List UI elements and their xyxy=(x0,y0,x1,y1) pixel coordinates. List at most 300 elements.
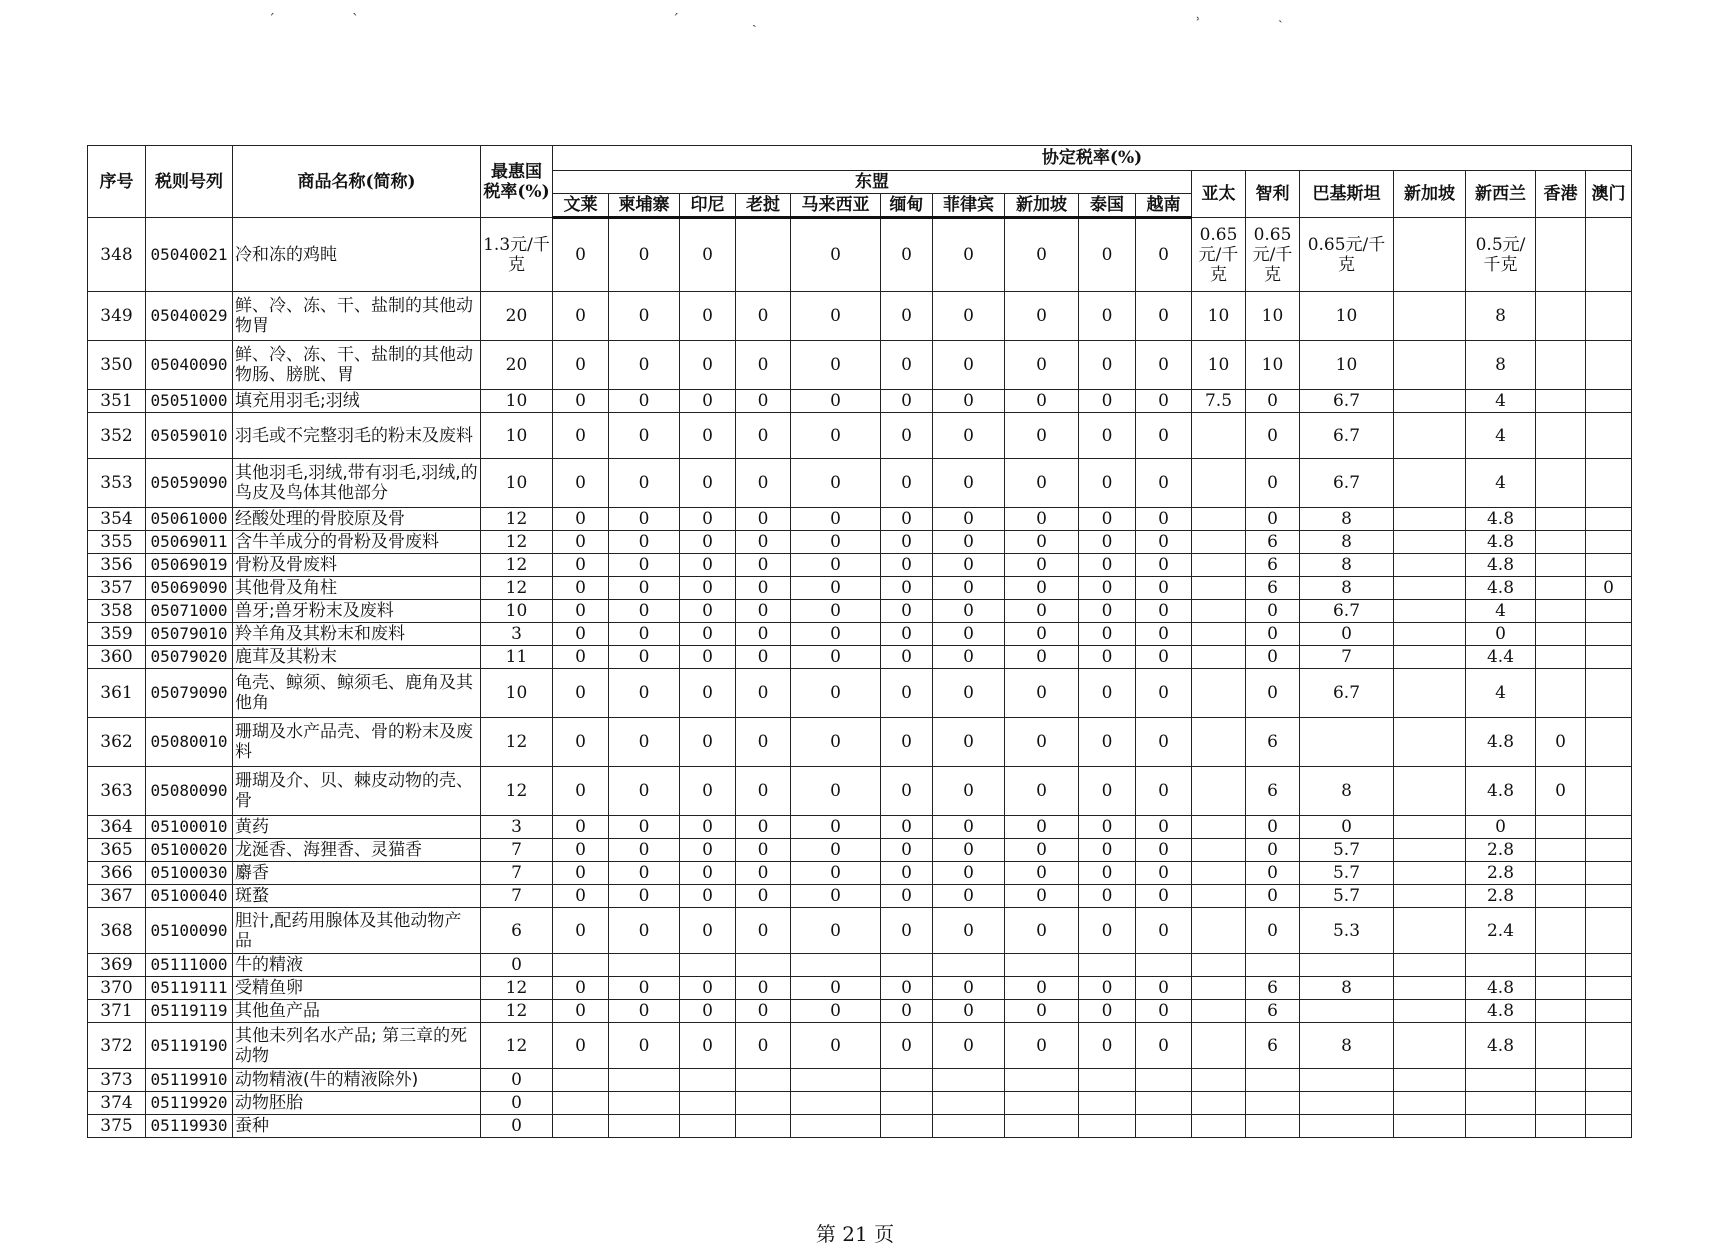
cell-rate: 0 xyxy=(680,767,736,816)
cell-rate: 0 xyxy=(736,577,791,600)
cell-rate: 0 xyxy=(553,531,609,554)
cell-rate: 0 xyxy=(1246,646,1300,669)
cell-rate: 0 xyxy=(791,341,881,390)
cell-rate: 0 xyxy=(933,508,1005,531)
cell-rate: 0 xyxy=(1079,623,1136,646)
cell-seq: 359 xyxy=(88,623,146,646)
cell-rate xyxy=(1394,292,1466,341)
cell-rate: 0 xyxy=(791,977,881,1000)
cell-rate xyxy=(791,954,881,977)
cell-rate xyxy=(680,1115,736,1138)
cell-rate: 0 xyxy=(1005,531,1079,554)
cell-rate: 2.4 xyxy=(1466,908,1536,954)
cell-rate xyxy=(1586,816,1632,839)
cell-rate: 4.8 xyxy=(1466,508,1536,531)
cell-rate: 0 xyxy=(680,908,736,954)
cell-rate xyxy=(1005,1115,1079,1138)
cell-rate: 0 xyxy=(553,885,609,908)
cell-rate: 0 xyxy=(736,341,791,390)
cell-rate: 6.7 xyxy=(1300,459,1394,508)
cell-rate: 0 xyxy=(736,531,791,554)
cell-rate: 0 xyxy=(1246,623,1300,646)
cell-code: 05119119 xyxy=(146,1000,233,1023)
cell-name: 龟壳、鲸须、鲸须毛、鹿角及其他角 xyxy=(233,669,481,718)
cell-rate: 10 xyxy=(1246,341,1300,390)
cell-rate xyxy=(933,1092,1005,1115)
cell-rate: 0 xyxy=(1246,816,1300,839)
cell-rate xyxy=(1586,341,1632,390)
cell-rate: 0 xyxy=(609,459,680,508)
cell-rate xyxy=(1394,554,1466,577)
cell-rate: 0 xyxy=(609,577,680,600)
cell-rate xyxy=(1394,1115,1466,1138)
cell-mfn: 0 xyxy=(481,954,553,977)
cell-rate xyxy=(1192,413,1246,459)
cell-rate xyxy=(1586,646,1632,669)
cell-rate: 0 xyxy=(1079,908,1136,954)
cell-rate: 0 xyxy=(791,531,881,554)
cell-rate: 0 xyxy=(680,577,736,600)
cell-rate: 7.5 xyxy=(1192,390,1246,413)
cell-rate xyxy=(1394,862,1466,885)
cell-rate: 0 xyxy=(933,413,1005,459)
cell-rate: 0 xyxy=(1136,459,1192,508)
cell-mfn: 10 xyxy=(481,459,553,508)
cell-rate xyxy=(1536,977,1586,1000)
cell-rate xyxy=(1192,1069,1246,1092)
cell-rate: 0 xyxy=(881,767,933,816)
cell-rate: 6.7 xyxy=(1300,390,1394,413)
cell-rate: 0 xyxy=(736,885,791,908)
cell-rate: 0 xyxy=(1136,390,1192,413)
cell-rate: 0 xyxy=(736,718,791,767)
cell-rate: 0 xyxy=(1005,862,1079,885)
cell-rate xyxy=(1192,531,1246,554)
cell-code: 05061000 xyxy=(146,508,233,531)
cell-mfn: 0 xyxy=(481,1092,553,1115)
cell-rate xyxy=(881,1115,933,1138)
cell-rate: 0 xyxy=(553,341,609,390)
cell-rate: 0 xyxy=(881,292,933,341)
cell-rate xyxy=(1536,1092,1586,1115)
table-row xyxy=(88,554,1632,577)
cell-rate xyxy=(1394,1069,1466,1092)
cell-mfn: 7 xyxy=(481,839,553,862)
cell-rate xyxy=(1536,508,1586,531)
cell-rate: 0 xyxy=(933,908,1005,954)
cell-name: 受精鱼卵 xyxy=(233,977,481,1000)
cell-mfn: 10 xyxy=(481,390,553,413)
cell-rate: 0 xyxy=(680,885,736,908)
cell-rate: 0 xyxy=(609,390,680,413)
cell-code: 05069019 xyxy=(146,554,233,577)
cell-rate xyxy=(553,954,609,977)
cell-mfn: 12 xyxy=(481,767,553,816)
cell-rate xyxy=(1136,1115,1192,1138)
cell-rate: 0 xyxy=(680,669,736,718)
cell-rate xyxy=(1536,669,1586,718)
cell-rate xyxy=(1394,977,1466,1000)
cell-rate: 4.8 xyxy=(1466,1023,1536,1069)
cell-name: 鲜、冷、冻、干、盐制的其他动物胃 xyxy=(233,292,481,341)
cell-seq: 356 xyxy=(88,554,146,577)
cell-name: 胆汁,配药用腺体及其他动物产品 xyxy=(233,908,481,954)
cell-rate: 0 xyxy=(736,646,791,669)
table-row xyxy=(88,718,1632,767)
cell-mfn: 1.3元/千克 xyxy=(481,218,553,292)
cell-name: 龙涎香、海狸香、灵猫香 xyxy=(233,839,481,862)
cell-rate: 6 xyxy=(1246,1000,1300,1023)
cell-rate xyxy=(1192,954,1246,977)
cell-code: 05059010 xyxy=(146,413,233,459)
cell-rate xyxy=(1192,1092,1246,1115)
cell-rate: 0 xyxy=(1005,292,1079,341)
cell-rate: 0 xyxy=(680,862,736,885)
cell-code: 05111000 xyxy=(146,954,233,977)
cell-rate: 6.7 xyxy=(1300,413,1394,459)
cell-rate: 0 xyxy=(881,718,933,767)
cell-mfn: 12 xyxy=(481,1000,553,1023)
cell-rate: 0 xyxy=(680,1000,736,1023)
header-agreement: 协定税率(%) xyxy=(553,146,1632,171)
cell-rate: 0 xyxy=(1136,508,1192,531)
cell-rate xyxy=(1192,1115,1246,1138)
cell-seq: 362 xyxy=(88,718,146,767)
cell-rate xyxy=(1586,390,1632,413)
cell-rate: 0 xyxy=(680,839,736,862)
cell-mfn: 10 xyxy=(481,669,553,718)
cell-rate: 10 xyxy=(1300,292,1394,341)
table-row xyxy=(88,816,1632,839)
cell-rate: 6 xyxy=(1246,718,1300,767)
cell-rate: 0 xyxy=(1586,577,1632,600)
cell-rate xyxy=(1536,459,1586,508)
cell-code: 05069090 xyxy=(146,577,233,600)
cell-rate: 0.65元/千克 xyxy=(1300,218,1394,292)
cell-rate xyxy=(736,1115,791,1138)
cell-rate: 0 xyxy=(1005,718,1079,767)
cell-rate xyxy=(1536,218,1586,292)
cell-rate: 0 xyxy=(933,885,1005,908)
cell-rate: 10 xyxy=(1192,341,1246,390)
cell-rate: 4 xyxy=(1466,413,1536,459)
cell-rate xyxy=(1536,646,1586,669)
cell-rate xyxy=(1192,577,1246,600)
cell-seq: 367 xyxy=(88,885,146,908)
cell-rate: 0 xyxy=(1005,646,1079,669)
cell-rate: 0 xyxy=(1079,292,1136,341)
cell-rate: 8 xyxy=(1300,531,1394,554)
cell-seq: 374 xyxy=(88,1092,146,1115)
cell-rate: 0 xyxy=(609,646,680,669)
cell-rate xyxy=(1300,1069,1394,1092)
cell-seq: 352 xyxy=(88,413,146,459)
cell-rate: 0 xyxy=(1079,646,1136,669)
cell-rate xyxy=(1586,623,1632,646)
cell-mfn: 11 xyxy=(481,646,553,669)
cell-rate: 2.8 xyxy=(1466,862,1536,885)
cell-rate: 2.8 xyxy=(1466,839,1536,862)
cell-mfn: 12 xyxy=(481,508,553,531)
cell-seq: 366 xyxy=(88,862,146,885)
cell-rate: 0 xyxy=(609,623,680,646)
cell-rate: 0 xyxy=(553,908,609,954)
cell-code: 05071000 xyxy=(146,600,233,623)
header-vietnam: 越南 xyxy=(1136,194,1192,218)
cell-rate: 0 xyxy=(881,816,933,839)
cell-code: 05100020 xyxy=(146,839,233,862)
cell-rate: 4 xyxy=(1466,390,1536,413)
cell-rate: 4.8 xyxy=(1466,767,1536,816)
table-row xyxy=(88,459,1632,508)
cell-rate: 6 xyxy=(1246,554,1300,577)
cell-rate: 0 xyxy=(1136,1000,1192,1023)
cell-rate xyxy=(1079,1092,1136,1115)
header-name: 商品名称(简称) xyxy=(233,146,481,218)
cell-rate xyxy=(1586,977,1632,1000)
cell-name: 动物精液(牛的精液除外) xyxy=(233,1069,481,1092)
cell-code: 05079010 xyxy=(146,623,233,646)
cell-rate xyxy=(1586,531,1632,554)
cell-rate: 0.65元/千克 xyxy=(1192,218,1246,292)
header-malaysia: 马来西亚 xyxy=(791,194,881,218)
cell-rate: 0 xyxy=(736,669,791,718)
cell-rate xyxy=(1394,669,1466,718)
cell-rate xyxy=(1536,839,1586,862)
cell-rate: 0 xyxy=(791,1000,881,1023)
header-brunei: 文莱 xyxy=(553,194,609,218)
cell-seq: 348 xyxy=(88,218,146,292)
cell-rate: 0 xyxy=(736,767,791,816)
cell-rate: 8 xyxy=(1466,341,1536,390)
cell-rate: 6.7 xyxy=(1300,669,1394,718)
cell-rate xyxy=(1192,646,1246,669)
cell-rate xyxy=(881,1092,933,1115)
cell-rate xyxy=(1466,1069,1536,1092)
cell-rate: 0 xyxy=(736,839,791,862)
cell-rate: 0 xyxy=(933,646,1005,669)
cell-rate: 10 xyxy=(1300,341,1394,390)
cell-rate xyxy=(1536,954,1586,977)
cell-rate: 0 xyxy=(791,600,881,623)
cell-rate: 0 xyxy=(609,669,680,718)
cell-rate xyxy=(1466,1092,1536,1115)
cell-code: 05100040 xyxy=(146,885,233,908)
cell-mfn: 12 xyxy=(481,577,553,600)
cell-code: 05119930 xyxy=(146,1115,233,1138)
cell-rate xyxy=(1246,954,1300,977)
cell-rate xyxy=(1394,623,1466,646)
cell-rate: 0 xyxy=(680,646,736,669)
cell-rate: 0 xyxy=(609,767,680,816)
cell-rate: 0 xyxy=(1136,816,1192,839)
cell-rate: 0 xyxy=(1079,554,1136,577)
cell-rate xyxy=(1586,1069,1632,1092)
cell-rate xyxy=(1586,1000,1632,1023)
cell-rate: 0 xyxy=(736,390,791,413)
cell-rate: 0 xyxy=(1136,292,1192,341)
cell-rate: 6 xyxy=(1246,977,1300,1000)
cell-code: 05119920 xyxy=(146,1092,233,1115)
table-row xyxy=(88,862,1632,885)
cell-seq: 372 xyxy=(88,1023,146,1069)
cell-rate: 0 xyxy=(1005,908,1079,954)
table-row xyxy=(88,977,1632,1000)
cell-rate xyxy=(680,1092,736,1115)
cell-rate: 0 xyxy=(933,531,1005,554)
cell-rate xyxy=(1586,839,1632,862)
table-header xyxy=(88,146,1632,218)
cell-rate: 0.65元/千克 xyxy=(1246,218,1300,292)
cell-rate xyxy=(1394,508,1466,531)
cell-seq: 371 xyxy=(88,1000,146,1023)
cell-name: 其他未列名水产品; 第三章的死动物 xyxy=(233,1023,481,1069)
cell-rate: 0 xyxy=(680,816,736,839)
cell-rate: 0 xyxy=(1005,577,1079,600)
cell-seq: 370 xyxy=(88,977,146,1000)
cell-rate: 0 xyxy=(1005,816,1079,839)
cell-mfn: 20 xyxy=(481,341,553,390)
cell-code: 05040021 xyxy=(146,218,233,292)
cell-rate xyxy=(736,1069,791,1092)
cell-rate xyxy=(1394,390,1466,413)
cell-rate xyxy=(881,1069,933,1092)
cell-rate xyxy=(609,1115,680,1138)
cell-rate: 0 xyxy=(1079,816,1136,839)
cell-rate: 0 xyxy=(1136,413,1192,459)
cell-rate xyxy=(1586,954,1632,977)
cell-name: 羚羊角及其粉末和废料 xyxy=(233,623,481,646)
cell-rate: 0 xyxy=(609,885,680,908)
cell-rate: 0 xyxy=(1246,600,1300,623)
cell-rate: 0 xyxy=(791,646,881,669)
cell-code: 05059090 xyxy=(146,459,233,508)
cell-rate xyxy=(1192,839,1246,862)
cell-rate: 8 xyxy=(1300,577,1394,600)
cell-rate xyxy=(1586,218,1632,292)
cell-rate xyxy=(1586,718,1632,767)
cell-seq: 358 xyxy=(88,600,146,623)
cell-mfn: 0 xyxy=(481,1069,553,1092)
cell-rate: 0 xyxy=(881,862,933,885)
cell-rate xyxy=(1192,1023,1246,1069)
header-singapore-asean: 新加坡 xyxy=(1005,194,1079,218)
table-row xyxy=(88,390,1632,413)
cell-rate xyxy=(1394,218,1466,292)
header-pakistan: 巴基斯坦 xyxy=(1300,171,1394,218)
cell-seq: 361 xyxy=(88,669,146,718)
cell-code: 05040090 xyxy=(146,341,233,390)
cell-rate xyxy=(609,1069,680,1092)
cell-rate xyxy=(1586,1023,1632,1069)
cell-name: 经酸处理的骨胶原及骨 xyxy=(233,508,481,531)
cell-rate: 4.8 xyxy=(1466,977,1536,1000)
cell-name: 鲜、冷、冻、干、盐制的其他动物肠、膀胱、胃 xyxy=(233,341,481,390)
cell-mfn: 7 xyxy=(481,862,553,885)
cell-rate: 0 xyxy=(933,459,1005,508)
cell-rate: 0 xyxy=(1079,1000,1136,1023)
cell-rate: 0 xyxy=(1079,577,1136,600)
cell-rate: 4 xyxy=(1466,669,1536,718)
table-row xyxy=(88,623,1632,646)
cell-rate xyxy=(1394,531,1466,554)
cell-rate: 0 xyxy=(680,718,736,767)
cell-mfn: 3 xyxy=(481,816,553,839)
cell-rate: 0 xyxy=(881,908,933,954)
cell-rate: 0 xyxy=(553,977,609,1000)
cell-rate: 0 xyxy=(1136,767,1192,816)
cell-rate: 0 xyxy=(881,600,933,623)
cell-rate: 0 xyxy=(553,554,609,577)
cell-rate: 0 xyxy=(680,623,736,646)
cell-rate: 0 xyxy=(1136,885,1192,908)
cell-rate: 0 xyxy=(553,669,609,718)
cell-rate xyxy=(1192,600,1246,623)
cell-rate xyxy=(1300,1000,1394,1023)
cell-rate xyxy=(1246,1092,1300,1115)
cell-rate: 0 xyxy=(609,292,680,341)
cell-rate: 0 xyxy=(933,669,1005,718)
header-philippines: 菲律宾 xyxy=(933,194,1005,218)
cell-rate: 0 xyxy=(933,1000,1005,1023)
cell-rate xyxy=(1536,390,1586,413)
cell-mfn: 10 xyxy=(481,413,553,459)
cell-rate: 0 xyxy=(1005,839,1079,862)
cell-rate: 0 xyxy=(1079,977,1136,1000)
cell-rate: 0 xyxy=(609,531,680,554)
cell-rate: 0 xyxy=(1466,623,1536,646)
header-cambodia: 柬埔寨 xyxy=(609,194,680,218)
cell-rate: 0 xyxy=(609,554,680,577)
table-row xyxy=(88,218,1632,292)
cell-rate xyxy=(553,1069,609,1092)
cell-rate xyxy=(1300,1115,1394,1138)
cell-rate xyxy=(1394,1023,1466,1069)
cell-rate: 0 xyxy=(1246,390,1300,413)
cell-rate: 0 xyxy=(736,1023,791,1069)
cell-rate xyxy=(1394,1092,1466,1115)
cell-rate: 5.7 xyxy=(1300,862,1394,885)
cell-rate: 0 xyxy=(553,816,609,839)
cell-rate: 0 xyxy=(933,1023,1005,1069)
cell-rate: 0 xyxy=(609,908,680,954)
cell-rate: 4.8 xyxy=(1466,554,1536,577)
cell-rate xyxy=(1079,1069,1136,1092)
cell-rate: 0 xyxy=(881,459,933,508)
cell-code: 05051000 xyxy=(146,390,233,413)
cell-rate: 0 xyxy=(609,862,680,885)
cell-name: 其他鱼产品 xyxy=(233,1000,481,1023)
cell-mfn: 7 xyxy=(481,885,553,908)
cell-rate: 0 xyxy=(1246,839,1300,862)
cell-rate: 0 xyxy=(680,292,736,341)
cell-rate: 0 xyxy=(1079,885,1136,908)
cell-rate: 0 xyxy=(680,459,736,508)
table-row xyxy=(88,885,1632,908)
cell-rate: 0 xyxy=(609,1000,680,1023)
cell-rate: 0 xyxy=(1246,862,1300,885)
cell-seq: 354 xyxy=(88,508,146,531)
cell-rate: 0 xyxy=(609,977,680,1000)
cell-rate: 0 xyxy=(1136,623,1192,646)
table-row xyxy=(88,413,1632,459)
cell-rate: 0 xyxy=(791,577,881,600)
cell-rate: 5.3 xyxy=(1300,908,1394,954)
cell-rate: 0 xyxy=(1079,600,1136,623)
cell-name: 牛的精液 xyxy=(233,954,481,977)
header-thailand: 泰国 xyxy=(1079,194,1136,218)
page-number: 第 21 页 xyxy=(815,1222,895,1246)
